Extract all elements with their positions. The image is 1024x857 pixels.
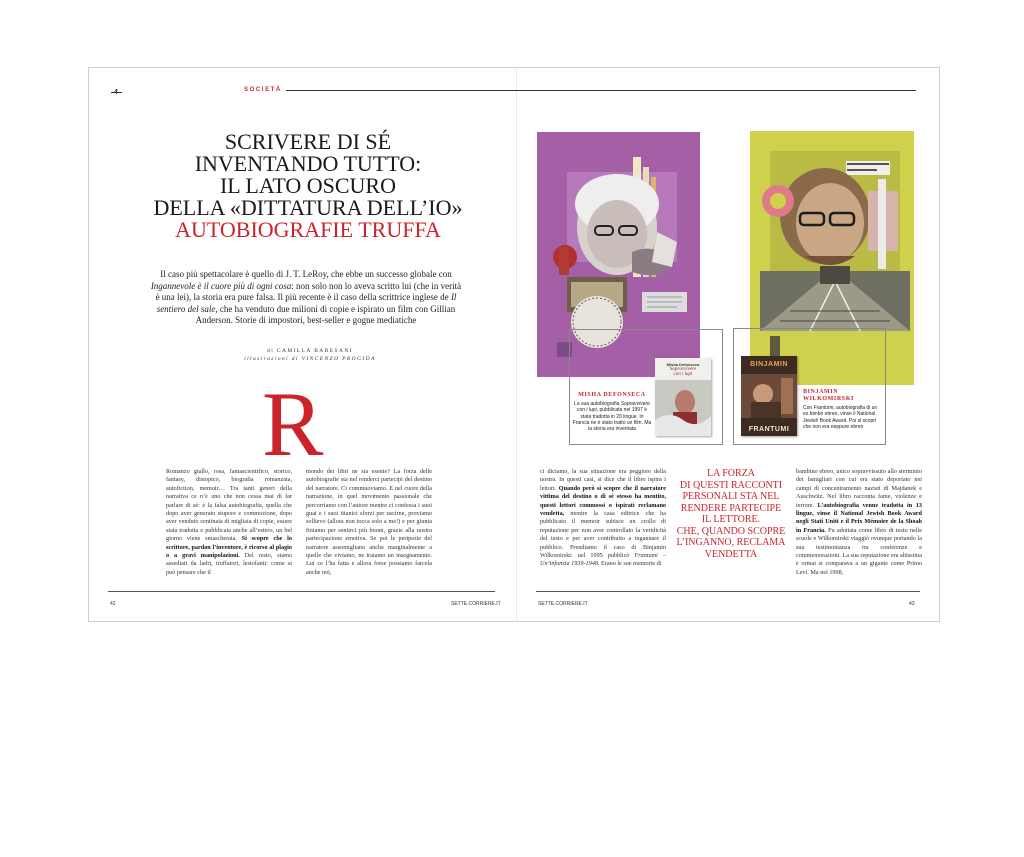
body-text: . Erano le sue memorie di bbox=[597, 560, 662, 568]
book-cover-photo bbox=[741, 374, 797, 418]
caption-text: La sua autobiografia bbox=[574, 401, 621, 407]
caption-name: MISHA DEFONSECA bbox=[578, 392, 646, 398]
footer-rule-right bbox=[536, 591, 920, 592]
standfirst bbox=[150, 269, 462, 327]
caption-name: WILKOMIRSKI bbox=[803, 396, 854, 402]
book-cover-photo bbox=[655, 380, 711, 436]
article-headline bbox=[128, 131, 488, 241]
caption-binjamin bbox=[803, 389, 879, 430]
section-label: SOCIETÀ bbox=[240, 87, 286, 93]
body-text: bambino ebreo, unico sopravvissuto allo sterminio dei famigliari con cui era stato deportato nei campi di concentramento nazisti di Majdanek e Auschwitz. Nel libro racconta fame, violenze e terrore. bbox=[796, 468, 922, 509]
book-title-line: con i lupi bbox=[673, 372, 693, 377]
pull-quote-line: L’INGANNO, RECLAMA bbox=[676, 537, 786, 548]
headline-kicker: AUTOBIOGRAFIE TRUFFA bbox=[175, 217, 441, 242]
body-text: Romanzo giallo, rosa, fantascientifico, storico, fantasy, distopico, biografia romanzata, autofiction, memoir… Tra tanti generi della narrativa ce n’è uno che non cessa mai di far parlare di sé: è la falsa autobiografia, quella che dopo aver generato stupore e commozione, dopo aver venduto centinaia di migliaia di copie, essere stata tradotta e pubblicata anche all’estero, un bel giorno viene smascherata. bbox=[166, 468, 292, 543]
book-cover-frantumi bbox=[741, 356, 797, 436]
body-book-title: Frantumi – Un’infanzia 1939-1948 bbox=[540, 552, 666, 568]
body-column-2 bbox=[306, 468, 432, 598]
caption-name: BINJAMIN bbox=[803, 389, 839, 395]
standfirst-text: , che ha venduto due milioni di copie e ispirato un film con Gillian Anderson. Storie di impostori, best-seller e gogne mediatiche bbox=[195, 303, 456, 325]
book-title-line: Sopravvivere bbox=[669, 367, 697, 372]
page-fold bbox=[516, 68, 517, 621]
body-text: Fu adottata come libro di testo nelle scuole e Wilkomirski viaggiò ovunque portando la sua testimonianza tra conferenze e commemorazioni. La sua reputazione era altissima e ormai si comparava a un gigante come Primo Levi. Ma nel 1998, bbox=[796, 526, 922, 576]
footer-rule-left bbox=[108, 591, 495, 592]
body-text: mentre la casa editrice che ha pubblicato il memoir subisce un crollo di reputazione per non aver controllato la veridicità del testo e per aver contribuito a ingannare il pubblico. Prendiamo il caso di Binjamin Wilkomirski: nel 1995 pubblicò bbox=[540, 510, 666, 560]
pull-quote-line: PERSONALI STA NEL bbox=[682, 491, 780, 502]
standfirst-text: Il caso più spettacolare è quello di J. T. LeRoy, che ebbe un successo globale con bbox=[160, 269, 452, 279]
pull-quote bbox=[668, 468, 794, 560]
headline-line: SCRIVERE DI SÉ bbox=[224, 129, 392, 154]
book-title: FRANTUMI bbox=[748, 426, 790, 433]
book-author: BINJAMIN bbox=[750, 361, 788, 368]
caption-text: Con bbox=[803, 405, 814, 411]
byline-illustrator: illustrazioni di VINCENZO PROGIDA bbox=[244, 356, 376, 362]
caption-book-title: Sopravvivere con i lupi bbox=[576, 401, 650, 414]
folio-left: 42 bbox=[110, 601, 116, 607]
site-left: SETTE.CORRIERE.IT bbox=[451, 601, 501, 607]
caption-text: , pubblicata nel 1997 è stata tradotta in 20 lingue. In Francia ne è stato tratto un film. Ma la storia era inventata bbox=[572, 407, 652, 433]
body-text: mondo dei libri ne sia esente? La forza delle autobiografie sta nel renderci partecipi del destino del narratore. Ci commuoviamo. E nel cuore della narrazione, in quel movimento passionale che percorriamo con l’autore mentre ci confessa i suoi guai e i suoi titanici sforzi per uscirne, proviamo sollievo (allora non tocca solo a me!) e per giunta finiamo per sentirci più buoni, grazie alla nostra partecipazione emotiva. Se poi le peripezie del narratore assomigliano anche marginalmente a quelle che viviamo, ne traiamo un insegnamento. Lui ce l’ha fatta e allora forse possiamo farcela anche noi, bbox=[306, 468, 432, 576]
body-highlight: Quando però si scopre che il narratore vittima del destino o di sé stesso ha mentito, questi lettori commossi o ispirati reclamano vendetta, bbox=[540, 484, 666, 518]
book-cover-sopravvivere bbox=[655, 358, 711, 436]
caption-text: , autobiografia di un ex bimbo ebreo, vinse il National Jewish Book Award. Poi si scoprì che non era neppure ebreo bbox=[803, 405, 878, 430]
pull-quote-line: DI QUESTI RACCONTI bbox=[679, 479, 783, 491]
body-column-3 bbox=[540, 468, 666, 598]
standfirst-text: : non solo non lo aveva scritto lui (che in verità è una lei), la storia era pure falsa. Il più recente è il caso della scrittrice inglese de bbox=[155, 280, 462, 302]
body-highlight: L’autobiografia venne tradotta in 13 lingue, vinse il National Jewish Book Award negli Stati Uniti e il Prix Mémoire de la Shoah in Francia. bbox=[796, 501, 922, 534]
book-author: Misha Defonseca bbox=[666, 362, 700, 367]
body-highlight: Si scopre che lo scrittore, pardon l’inventore, è ricorso al plagio o a gravi manipolazioni. bbox=[166, 535, 292, 560]
headline-line: DELLA «DITTATURA DELL’IO» bbox=[153, 195, 463, 220]
header-rule-left bbox=[111, 92, 122, 93]
body-text: Del resto, siamo assediati da ladri, truffatori, lestofanti: come si può pensare che il bbox=[166, 552, 292, 576]
folio-right: 43 bbox=[909, 601, 915, 607]
pull-quote-line: VENDETTA bbox=[704, 548, 758, 560]
standfirst-book-title: Ingannevole è il cuore più di ogni cosa bbox=[150, 280, 292, 291]
caption-misha bbox=[572, 392, 652, 432]
header-rule bbox=[240, 90, 916, 91]
body-text: ci diciamo, la sua situazione era peggiore della nostra. In questi casi, si dice che il libro ispira i lettori. bbox=[540, 468, 666, 492]
standfirst-book-title: Il sentiero del sale bbox=[156, 292, 457, 314]
caption-book-title: Frantumi bbox=[813, 405, 834, 411]
headline-line: INVENTANDO TUTTO: bbox=[194, 151, 422, 176]
site-right: SETTE.CORRIERE.IT bbox=[538, 601, 588, 607]
byline-author: di CAMILLA BARESANI bbox=[267, 348, 353, 354]
byline bbox=[200, 347, 420, 363]
pull-quote-line: LA FORZA bbox=[706, 468, 756, 479]
headline-line: IL LATO OSCURO bbox=[219, 173, 396, 198]
pull-quote-line: CHE, QUANDO SCOPRE bbox=[676, 525, 786, 537]
pull-quote-line: RENDERE PARTECIPE bbox=[680, 502, 782, 514]
pull-quote-line: IL LETTORE. bbox=[701, 514, 761, 525]
body-column-4 bbox=[796, 468, 922, 598]
drop-cap: R bbox=[262, 373, 324, 475]
body-column-1 bbox=[166, 468, 292, 598]
